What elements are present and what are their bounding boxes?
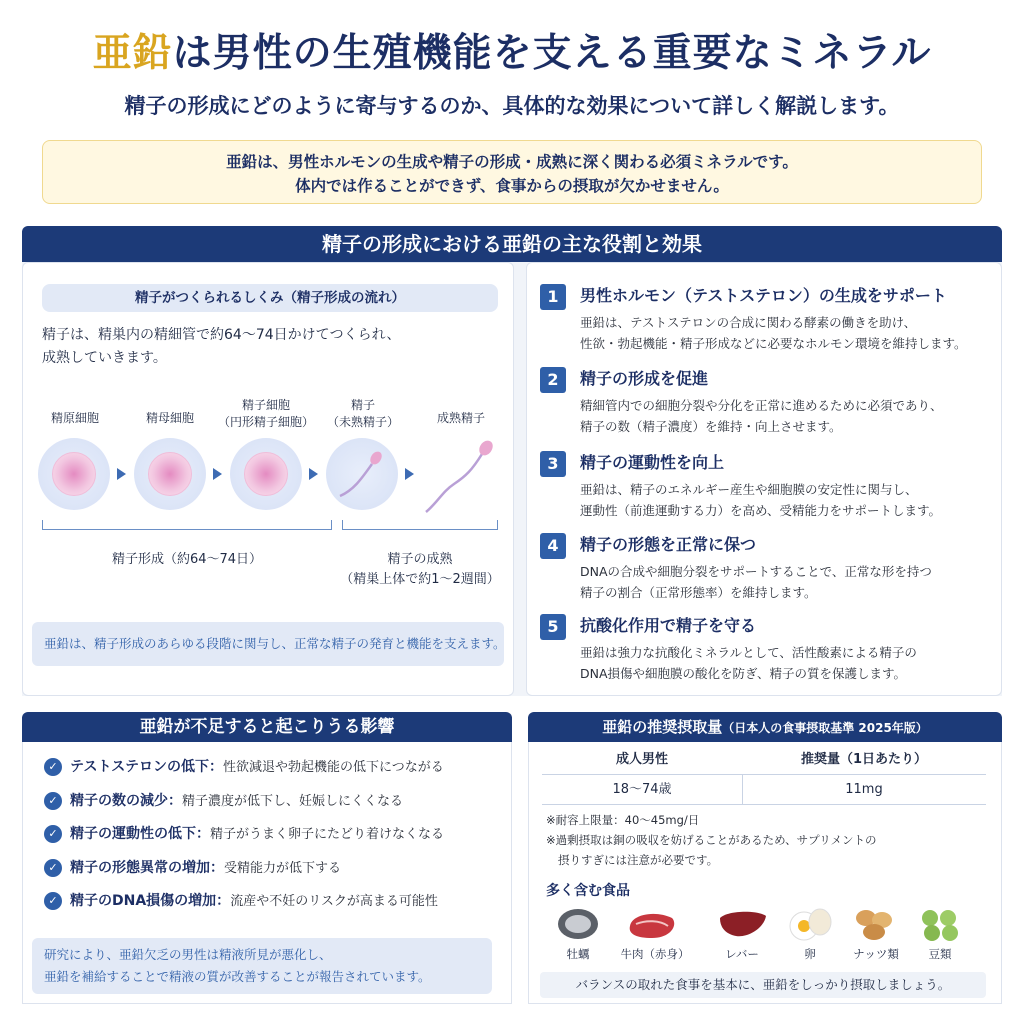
table-divider (542, 804, 986, 805)
stage-3-name: 精子細胞 (241, 398, 290, 412)
deficiency-banner: 亜鉛が不足すると起こりうる影響 (22, 712, 512, 742)
role-item-5 (540, 614, 990, 680)
stage-label-1 (20, 410, 130, 427)
stage-1-name: 精原細胞 (50, 411, 99, 425)
spermatocyte-icon (134, 438, 206, 510)
role-desc-line: 精子の数（精子濃度）を維持・向上させます。 (580, 419, 842, 434)
food-label-beans: 豆類 (928, 947, 952, 961)
table-header-age: 成人男性 (615, 752, 668, 767)
spermatid-icon (230, 438, 302, 510)
role-desc-line: 精子の割合（正常形態率）を維持します。 (580, 585, 817, 600)
food-label-nuts: ナッツ類 (853, 947, 899, 961)
maturation-line-1: 精子の成熟 (387, 552, 453, 567)
role-description (580, 395, 1000, 437)
maturation-period-label (320, 550, 520, 590)
maturation-line-2: （精巣上体で約1〜2週間） (340, 572, 500, 587)
table-column-divider (742, 774, 743, 804)
impact-title: 精子のDNA損傷の増加： (70, 893, 231, 909)
food-label-beef: 牛肉（赤身） (620, 947, 690, 961)
role-description (580, 642, 1000, 684)
impact-text: 受精能力が低下する (224, 861, 342, 876)
main-section-banner: 精子の形成における亜鉛の主な役割と効果 (22, 226, 1002, 262)
role-title: 抗酸化作用で精子を守る (580, 616, 757, 635)
table-header-amount: 推奨量（1日あたり） (800, 752, 928, 767)
foods-title: 多く含む食品 (546, 883, 630, 899)
flow-description (42, 324, 502, 370)
beans-icon (918, 906, 962, 942)
table-cell-amount: 11mg (845, 782, 883, 797)
intake-banner (528, 712, 1002, 742)
impact-text: 精子濃度が低下し、妊娠しにくくなる (182, 794, 404, 809)
arrow-right-icon (309, 468, 318, 480)
beef-icon (626, 908, 678, 942)
title-accent: 亜鉛 (92, 31, 173, 76)
table-cell-age: 18〜74歳 (612, 782, 672, 797)
title-rest: は男性の生殖機能を支える重要なミネラル (172, 31, 932, 76)
check-icon: ✓ (44, 758, 62, 776)
role-title: 精子の運動性を向上 (580, 453, 725, 472)
role-item-2 (540, 367, 990, 433)
bracket-maturation (342, 520, 498, 530)
stage-label-2 (115, 410, 225, 427)
role-title: 男性ホルモン（テストステロン）の生成をサポート (580, 286, 947, 305)
intro-box (42, 140, 982, 204)
role-number-badge: 4 (540, 533, 566, 559)
mature-sperm-icon (420, 436, 500, 516)
stage-4-name: 精子 (350, 398, 375, 412)
food-label-liver: レバー (725, 947, 759, 961)
spermatogonium-icon (38, 438, 110, 510)
bracket-formation (42, 520, 332, 530)
flow-pill: 精子がつくられるしくみ（精子形成の流れ） (42, 284, 498, 312)
role-desc-line: 亜鉛は強力な抗酸化ミネラルとして、活性酸素による精子の (580, 645, 917, 660)
immature-sperm-icon (326, 438, 398, 510)
impact-title: テストステロンの低下： (70, 759, 224, 775)
role-number-badge: 5 (540, 614, 566, 640)
check-icon: ✓ (44, 792, 62, 810)
role-desc-line: 精細管内での細胞分裂や分化を正常に進めるために必須であり、 (580, 398, 943, 413)
stage-3-sub: （円形精子細胞） (217, 415, 314, 429)
role-title: 精子の形成を促進 (580, 369, 709, 388)
food-label-oyster: 牡蠣 (566, 947, 590, 961)
study-line-1: 研究により、亜鉛欠乏の男性は精液所見が悪化し、 (44, 947, 332, 962)
role-number-badge: 2 (540, 367, 566, 393)
role-desc-line: 運動性（前進運動する力）を高め、受精能力をサポートします。 (580, 503, 942, 518)
role-item-3 (540, 451, 990, 517)
check-icon: ✓ (44, 859, 62, 877)
role-description (580, 312, 1000, 354)
role-title: 精子の形態を正常に保つ (580, 535, 757, 554)
page-subtitle: 精子の形成にどのように寄与するのか、具体的な効果について詳しく解説します。 (124, 94, 900, 118)
excess-note-line-2: 摂りすぎには注意が必要です。 (558, 853, 719, 867)
stage-label-3 (211, 397, 321, 431)
excess-note-line-1: ※過剰摂取は銅の吸収を妨げることがあるため、サプリメントの (546, 833, 877, 847)
check-icon: ✓ (44, 892, 62, 910)
stage-label-4 (308, 397, 418, 431)
intro-line-1: 亜鉛は、男性ホルモンの生成や精子の形成・成熟に深く関わる必須ミネラルです。 (226, 153, 798, 171)
balance-note: バランスの取れた食事を基本に、亜鉛をしっかり摂取しましょう。 (540, 972, 986, 998)
flow-note: 亜鉛は、精子形成のあらゆる段階に関与し、正常な精子の発育と機能を支えます。 (32, 622, 504, 666)
study-note (32, 938, 492, 994)
impact-text: 精子がうまく卵子にたどり着けなくなる (210, 827, 445, 842)
check-icon: ✓ (44, 825, 62, 843)
upper-limit-note: ※耐容上限量：40〜45mg/日 (546, 813, 700, 827)
role-desc-line: DNAの合成や細胞分裂をサポートすることで、正常な形を持つ (580, 564, 932, 579)
arrow-right-icon (117, 468, 126, 480)
egg-icon (788, 906, 832, 942)
arrow-right-icon (405, 468, 414, 480)
role-desc-line: 性欲・勃起機能・精子形成などに必要なホルモン環境を維持します。 (580, 336, 967, 351)
oyster-icon (556, 906, 600, 942)
flow-text-line-1: 精子は、精巣内の精細管で約64〜74日かけてつくられ、 (42, 327, 401, 343)
study-line-2: 亜鉛を補給することで精液の質が改善することが報告されています。 (44, 969, 431, 984)
role-description (580, 479, 1000, 521)
stage-label-5 (406, 410, 516, 427)
impact-title: 精子の形態異常の増加： (70, 860, 224, 876)
liver-icon (718, 908, 768, 942)
stage-4-sub: （未熟精子） (326, 415, 399, 429)
role-desc-line: 亜鉛は、テストステロンの合成に関わる酵素の働きを助け、 (580, 315, 917, 330)
formation-period-label: 精子形成（約64〜74日） (111, 552, 263, 567)
stage-2-name: 精母細胞 (145, 411, 194, 425)
nuts-icon (852, 906, 898, 942)
role-desc-line: DNA損傷や細胞膜の酸化を防ぎ、精子の質を保護します。 (580, 666, 907, 681)
page-title (0, 22, 1024, 78)
impact-title: 精子の数の減少： (70, 793, 182, 809)
role-item-4 (540, 533, 990, 599)
table-divider (542, 774, 986, 775)
impact-text: 流産や不妊のリスクが高まる可能性 (230, 894, 438, 909)
impact-title: 精子の運動性の低下： (70, 826, 210, 842)
role-description (580, 561, 1000, 603)
intake-banner-title: 亜鉛の推奨摂取量 (602, 718, 723, 736)
impact-text: 性欲減退や勃起機能の低下につながる (223, 760, 444, 775)
intro-line-2: 体内では作ることができず、食事からの摂取が欠かせません。 (295, 177, 729, 195)
arrow-right-icon (213, 468, 222, 480)
food-label-egg: 卵 (804, 947, 816, 961)
role-number-badge: 3 (540, 451, 566, 477)
role-item-1 (540, 284, 990, 350)
role-desc-line: 亜鉛は、精子のエネルギー産生や細胞膜の安定性に関与し、 (580, 482, 918, 497)
role-number-badge: 1 (540, 284, 566, 310)
intake-banner-source: （日本人の食事摂取基準 2025年版） (722, 721, 928, 735)
stage-5-name: 成熟精子 (436, 411, 485, 425)
flow-text-line-2: 成熟していきます。 (42, 350, 167, 366)
